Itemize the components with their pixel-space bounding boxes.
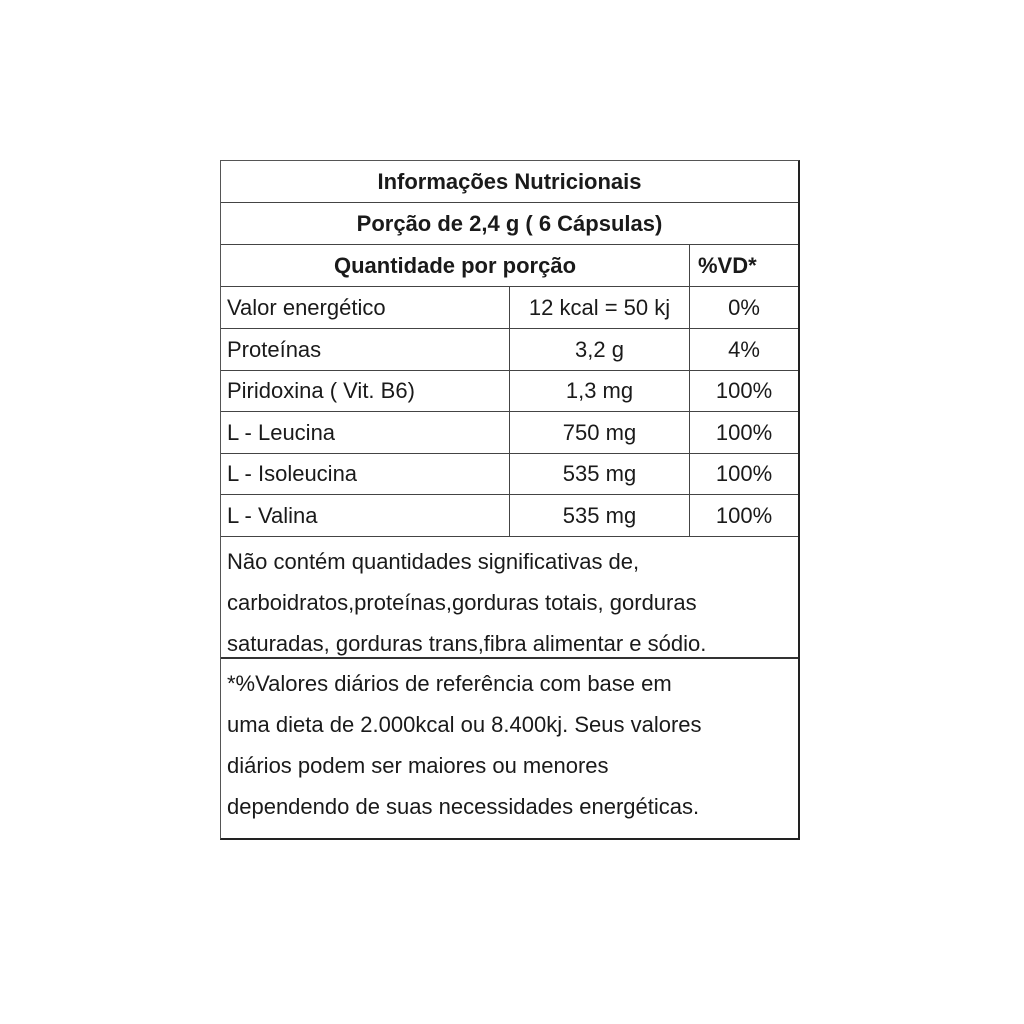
nutrient-name: Valor energético <box>221 287 510 328</box>
footnote-line: dependendo de suas necessidades energéticas. <box>227 794 700 819</box>
nutrient-name: L - Valina <box>221 495 510 536</box>
note-line: carboidratos,proteínas,gorduras totais, gorduras <box>227 590 697 615</box>
nutrient-vd: 0% <box>728 294 760 320</box>
footnote-line: uma dieta de 2.000kcal ou 8.400kj. Seus valores <box>227 712 702 737</box>
nutrient-name: Proteínas <box>221 329 510 370</box>
table-title: Informações Nutricionais <box>221 161 798 203</box>
nutrient-quantity: 535 mg <box>510 454 690 494</box>
nutrient-name: L - Isoleucina <box>221 454 510 494</box>
header-vd: %VD* <box>698 252 757 278</box>
nutrient-quantity: 12 kcal = 50 kj <box>510 287 690 328</box>
insignificant-amounts-note <box>221 537 798 659</box>
table-row <box>221 454 798 495</box>
table-row <box>221 371 798 412</box>
nutrient-vd: 4% <box>728 336 760 362</box>
daily-values-footnote <box>221 659 798 839</box>
table-row <box>221 412 798 454</box>
portion-size: Porção de 2,4 g ( 6 Cápsulas) <box>221 203 798 245</box>
nutrient-quantity: 1,3 mg <box>510 371 690 411</box>
header-quantity: Quantidade por porção <box>221 245 690 286</box>
footnote-line: *%Valores diários de referência com base em <box>227 671 672 696</box>
nutrient-quantity: 3,2 g <box>510 329 690 370</box>
nutrient-name: Piridoxina ( Vit. B6) <box>221 371 510 411</box>
table-row <box>221 495 798 537</box>
table-row <box>221 287 798 329</box>
note-line: saturadas, gorduras trans,fibra alimentar e sódio. <box>227 631 707 656</box>
nutrient-name: L - Leucina <box>221 412 510 453</box>
table-row <box>221 329 798 371</box>
footnote-line: diários podem ser maiores ou menores <box>227 753 609 778</box>
note-line: Não contém quantidades significativas de, <box>227 549 640 574</box>
nutrient-vd: 100% <box>715 502 773 528</box>
nutrient-vd: 100% <box>715 378 773 403</box>
nutrient-quantity: 750 mg <box>510 412 690 453</box>
nutrient-quantity: 535 mg <box>510 495 690 536</box>
header-row <box>221 245 798 287</box>
nutrient-vd: 100% <box>715 461 773 486</box>
nutrition-facts-table <box>220 160 800 840</box>
nutrient-vd: 100% <box>715 419 773 445</box>
